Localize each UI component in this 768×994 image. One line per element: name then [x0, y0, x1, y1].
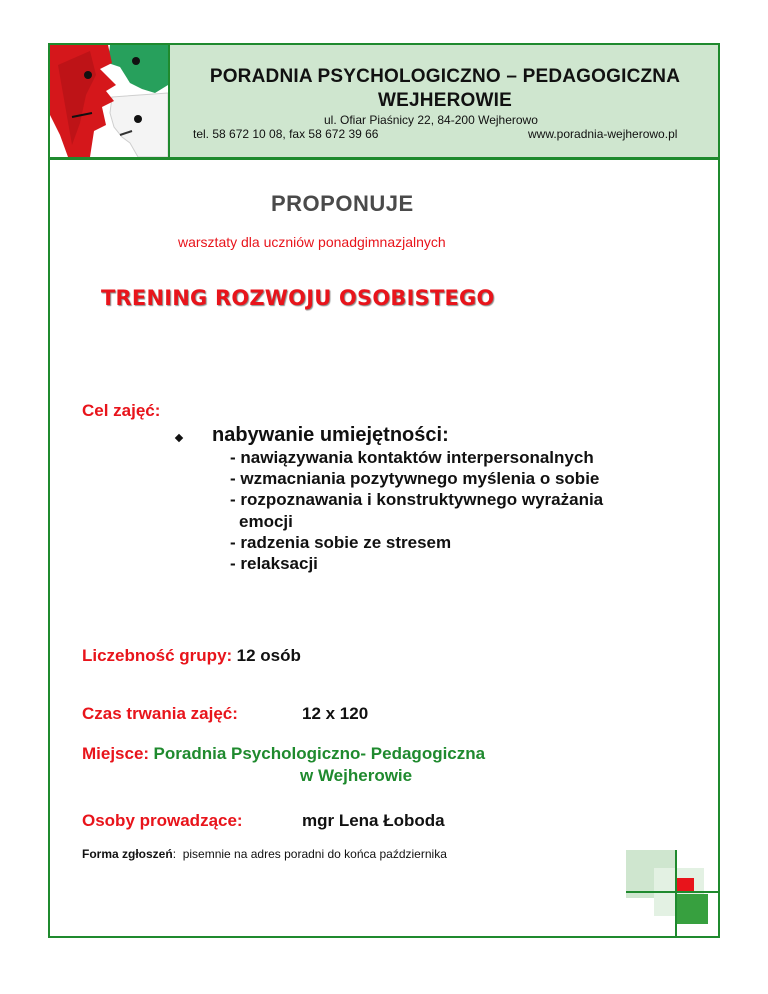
duration-value: 12 x 120 [302, 704, 369, 723]
registration-value: pisemnie na adres poradni do końca października [182, 847, 447, 861]
place-value-line1: Poradnia Psychologiczno- Pedagogiczna [153, 744, 486, 763]
goals-list [230, 447, 603, 574]
list-item: - wzmacniania pozytywnego myślenia o sobie [230, 469, 600, 489]
registration-separator: : [172, 847, 177, 861]
registration-row [82, 847, 447, 861]
goals-label: Cel zajęć: [82, 401, 161, 420]
duration-label: Czas trwania zajęć: [82, 704, 238, 723]
header-divider [48, 157, 720, 160]
logo-faces [50, 45, 168, 157]
decorative-squares-graphic [624, 850, 720, 940]
header-title-line1: PORADNIA PSYCHOLOGICZNO – PEDAGOGICZNA [209, 66, 681, 87]
list-item: - radzenia sobie ze stresem [230, 532, 452, 552]
place-label: Miejsce: [82, 744, 150, 763]
place-value-line2: w Wejherowie [300, 766, 413, 785]
course-title: TRENING ROZWOJU OSOBISTEGO [101, 286, 495, 310]
leaders-value: mgr Lena Łoboda [302, 811, 445, 830]
header-title-line2: WEJHEROWIE [378, 90, 512, 111]
list-item: emocji [239, 511, 293, 531]
list-item: - relaksacji [230, 554, 318, 574]
leaders-label: Osoby prowadzące: [82, 811, 243, 830]
group-size-label: Liczebność grupy: [82, 646, 233, 665]
subline: warsztaty dla uczniów ponadgimnazjalnych [178, 234, 446, 250]
list-item: - nawiązywania kontaktów interpersonalnych [230, 448, 594, 467]
goals-main-point: nabywanie umiejętności: [212, 424, 449, 446]
registration-label: Forma zgłoszeń [82, 847, 173, 861]
place-row [82, 744, 485, 764]
header-website: www.poradnia-wejherowo.pl [528, 127, 678, 141]
group-size-row [82, 646, 301, 666]
headline: PROPONUJE [271, 191, 414, 216]
list-item: - rozpoznawania i konstruktywnego wyrażania [230, 490, 604, 510]
logo-faces-graphic [50, 45, 168, 157]
header-phone: tel. 58 672 10 08, fax 58 672 39 66 [193, 127, 379, 141]
header-panel [168, 45, 718, 157]
group-size-value: 12 osób [236, 646, 301, 665]
header-address: ul. Ofiar Piaśnicy 22, 84-200 Wejherowo [324, 113, 538, 127]
decorative-squares [624, 850, 720, 940]
